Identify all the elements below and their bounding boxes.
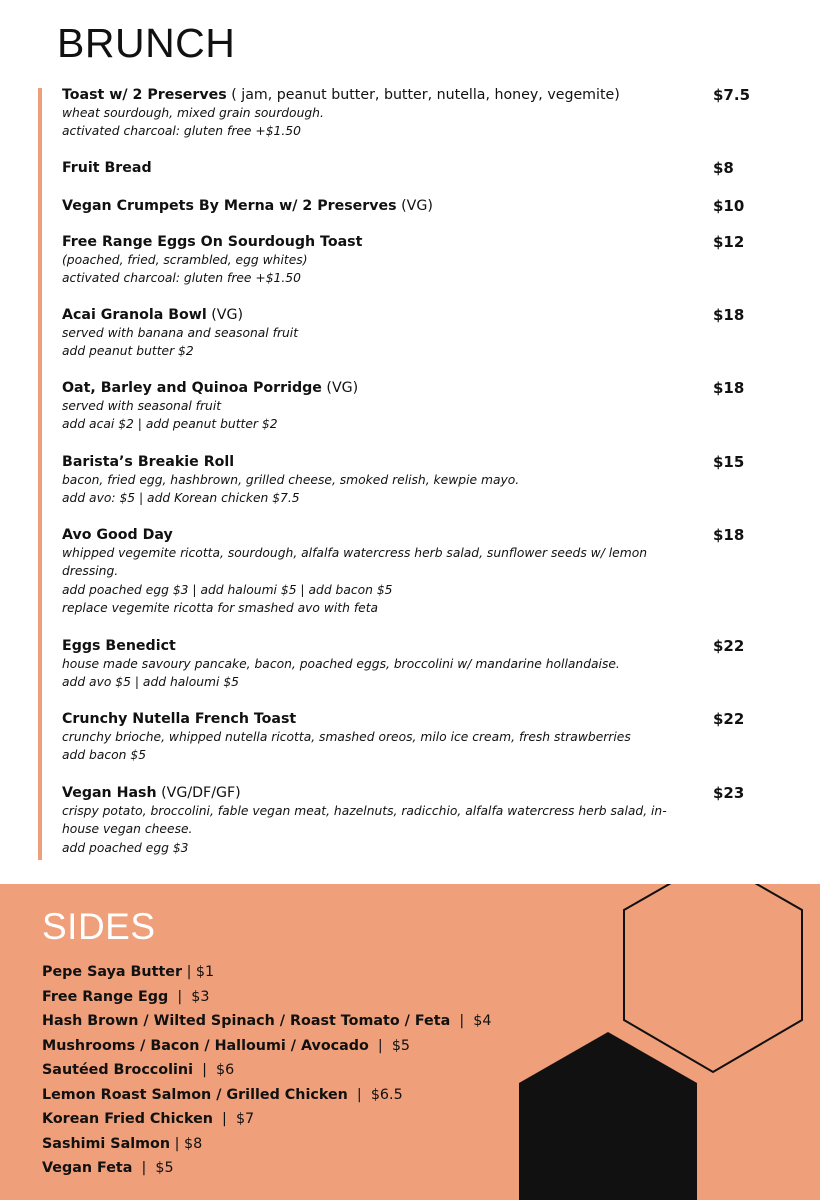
hexagon-outline-shape xyxy=(624,884,802,1072)
menu-item-price: $22 xyxy=(713,637,745,655)
menu-item-heading xyxy=(62,710,762,728)
side-item-name: Korean Fried Chicken xyxy=(42,1111,213,1127)
menu-item-description: activated charcoal: gluten free +$1.50 xyxy=(62,271,301,286)
side-item xyxy=(42,1156,491,1181)
accent-rule xyxy=(38,88,42,860)
menu-item-heading xyxy=(62,637,762,655)
menu-item-heading xyxy=(62,526,762,544)
side-item xyxy=(42,1058,491,1083)
menu-item-description: served with banana and seasonal fruit xyxy=(62,326,299,340)
menu-item xyxy=(62,233,762,288)
menu-item-name: Toast w/ 2 Preserves xyxy=(62,87,227,103)
side-item xyxy=(42,960,491,985)
side-item-price: | $5 xyxy=(368,1037,411,1054)
menu-item-name: Oat, Barley and Quinoa Porridge xyxy=(62,380,322,396)
menu-item-name: Vegan Hash xyxy=(62,785,157,801)
side-item-price: | $1 xyxy=(182,964,215,980)
menu-item-price: $18 xyxy=(713,379,745,397)
sides-list xyxy=(42,960,491,1181)
menu-item-note: (VG) xyxy=(206,307,244,323)
side-item-price: | $3 xyxy=(168,988,210,1005)
menu-item xyxy=(62,710,762,765)
menu-item-price: $15 xyxy=(713,453,745,471)
side-item xyxy=(42,1009,491,1034)
side-item-name: Lemon Roast Salmon / Grilled Chicken xyxy=(42,1086,348,1103)
menu-item-description: crispy potato, broccolini, fable vegan meat, hazelnuts, radicchio, alfalfa watercress herb salad, in-house vegan cheese. xyxy=(62,804,667,837)
menu-item-price: $22 xyxy=(713,710,745,728)
menu-item-price: $18 xyxy=(713,306,745,324)
menu-item-description: add avo $5 | add haloumi $5 xyxy=(62,675,239,690)
menu-item-name: Acai Granola Bowl xyxy=(62,307,207,323)
menu-item-description: (poached, fried, scrambled, egg whites) xyxy=(62,253,308,267)
side-item-name: Free Range Egg xyxy=(42,988,169,1005)
menu-item-name: Free Range Eggs On Sourdough Toast xyxy=(62,234,363,250)
sides-panel xyxy=(0,884,820,1200)
menu-item xyxy=(62,197,762,215)
menu-item-description: whipped vegemite ricotta, sourdough, alfalfa watercress herb salad, sunflower seeds w/ lemon dressing. xyxy=(62,546,648,579)
side-item-name: Hash Brown / Wilted Spinach / Roast Tomato / Feta xyxy=(42,1013,451,1029)
menu-item-description: add poached egg $3 xyxy=(62,840,189,855)
menu-item-description: add poached egg $3 | add haloumi $5 | add bacon $5 xyxy=(62,582,393,597)
side-item-price: | $6.5 xyxy=(347,1086,403,1103)
menu-item-heading xyxy=(62,784,762,802)
menu-item-heading xyxy=(62,159,762,177)
sides-title: SIDES xyxy=(42,906,156,947)
menu-item-heading xyxy=(62,306,762,324)
menu-item-price: $12 xyxy=(713,233,745,251)
side-item-name: Pepe Saya Butter xyxy=(42,964,183,980)
menu-item-heading xyxy=(62,233,762,251)
side-item-name: Mushrooms / Bacon / Halloumi / Avocado xyxy=(42,1037,369,1054)
menu-item-price: $10 xyxy=(713,197,745,215)
menu-item-description: add peanut butter $2 xyxy=(62,344,194,359)
menu-item-description: add bacon $5 xyxy=(62,748,147,763)
menu-item-description: served with seasonal fruit xyxy=(62,399,222,413)
side-item-name: Sashimi Salmon xyxy=(42,1135,171,1152)
menu-item xyxy=(62,306,762,361)
menu-item-note: (VG/DF/GF) xyxy=(156,785,241,801)
menu-item-description: bacon, fried egg, hashbrown, grilled cheese, smoked relish, kewpie mayo. xyxy=(62,473,520,487)
menu-item-description: crunchy brioche, whipped nutella ricotta, smashed oreos, milo ice cream, fresh strawberries xyxy=(62,730,631,744)
side-item xyxy=(42,1132,491,1157)
menu-item-name: Eggs Benedict xyxy=(62,638,176,654)
menu-item-heading xyxy=(62,197,762,215)
menu-item-description: add avo: $5 | add Korean chicken $7.5 xyxy=(62,491,300,506)
menu-item-heading xyxy=(62,453,762,471)
menu-item xyxy=(62,453,762,508)
menu-item xyxy=(62,526,762,618)
menu-item-name: Crunchy Nutella French Toast xyxy=(62,711,297,727)
menu-item-name: Vegan Crumpets By Merna w/ 2 Preserves xyxy=(62,198,397,214)
menu-item-description: replace vegemite ricotta for smashed avo with feta xyxy=(62,601,379,616)
menu-item-note: ( jam, peanut butter, butter, nutella, honey, vegemite) xyxy=(226,87,620,103)
menu-item xyxy=(62,784,762,857)
menu-item-heading xyxy=(62,86,762,104)
side-item-price: | $7 xyxy=(212,1111,255,1127)
side-item-price: | $5 xyxy=(132,1160,174,1176)
menu-item-name: Avo Good Day xyxy=(62,527,173,543)
menu-item-price: $18 xyxy=(713,526,745,544)
side-item-price: | $6 xyxy=(192,1062,235,1078)
menu-item-description: house made savoury pancake, bacon, poached eggs, broccolini w/ mandarine hollandaise. xyxy=(62,657,620,671)
menu-item-price: $7.5 xyxy=(713,86,751,104)
side-item-name: Vegan Feta xyxy=(42,1160,133,1176)
hexagon-filled-shape xyxy=(519,1032,697,1200)
menu-item-note: (VG) xyxy=(396,198,433,214)
side-item xyxy=(42,1034,491,1059)
menu-item-description: wheat sourdough, mixed grain sourdough. xyxy=(62,106,324,120)
menu-item-price: $8 xyxy=(713,159,734,177)
menu-item-price: $23 xyxy=(713,784,745,802)
side-item-price: | $8 xyxy=(170,1135,203,1152)
side-item xyxy=(42,1107,491,1132)
menu-item-name: Fruit Bread xyxy=(62,160,152,176)
side-item-price: | $4 xyxy=(450,1013,492,1029)
brunch-title: BRUNCH xyxy=(57,20,236,66)
side-item xyxy=(42,985,491,1010)
menu-item-note: (VG) xyxy=(321,380,359,396)
menu-item-description: activated charcoal: gluten free +$1.50 xyxy=(62,124,301,139)
menu-item-heading xyxy=(62,379,762,397)
menu-item xyxy=(62,86,762,141)
menu-item xyxy=(62,159,762,177)
side-item xyxy=(42,1083,491,1108)
menu-item xyxy=(62,379,762,434)
menu-item-name: Barista’s Breakie Roll xyxy=(62,454,235,470)
menu-item-description: add acai $2 | add peanut butter $2 xyxy=(62,417,278,432)
menu-item xyxy=(62,637,762,692)
side-item-name: Sautéed Broccolini xyxy=(42,1062,193,1078)
